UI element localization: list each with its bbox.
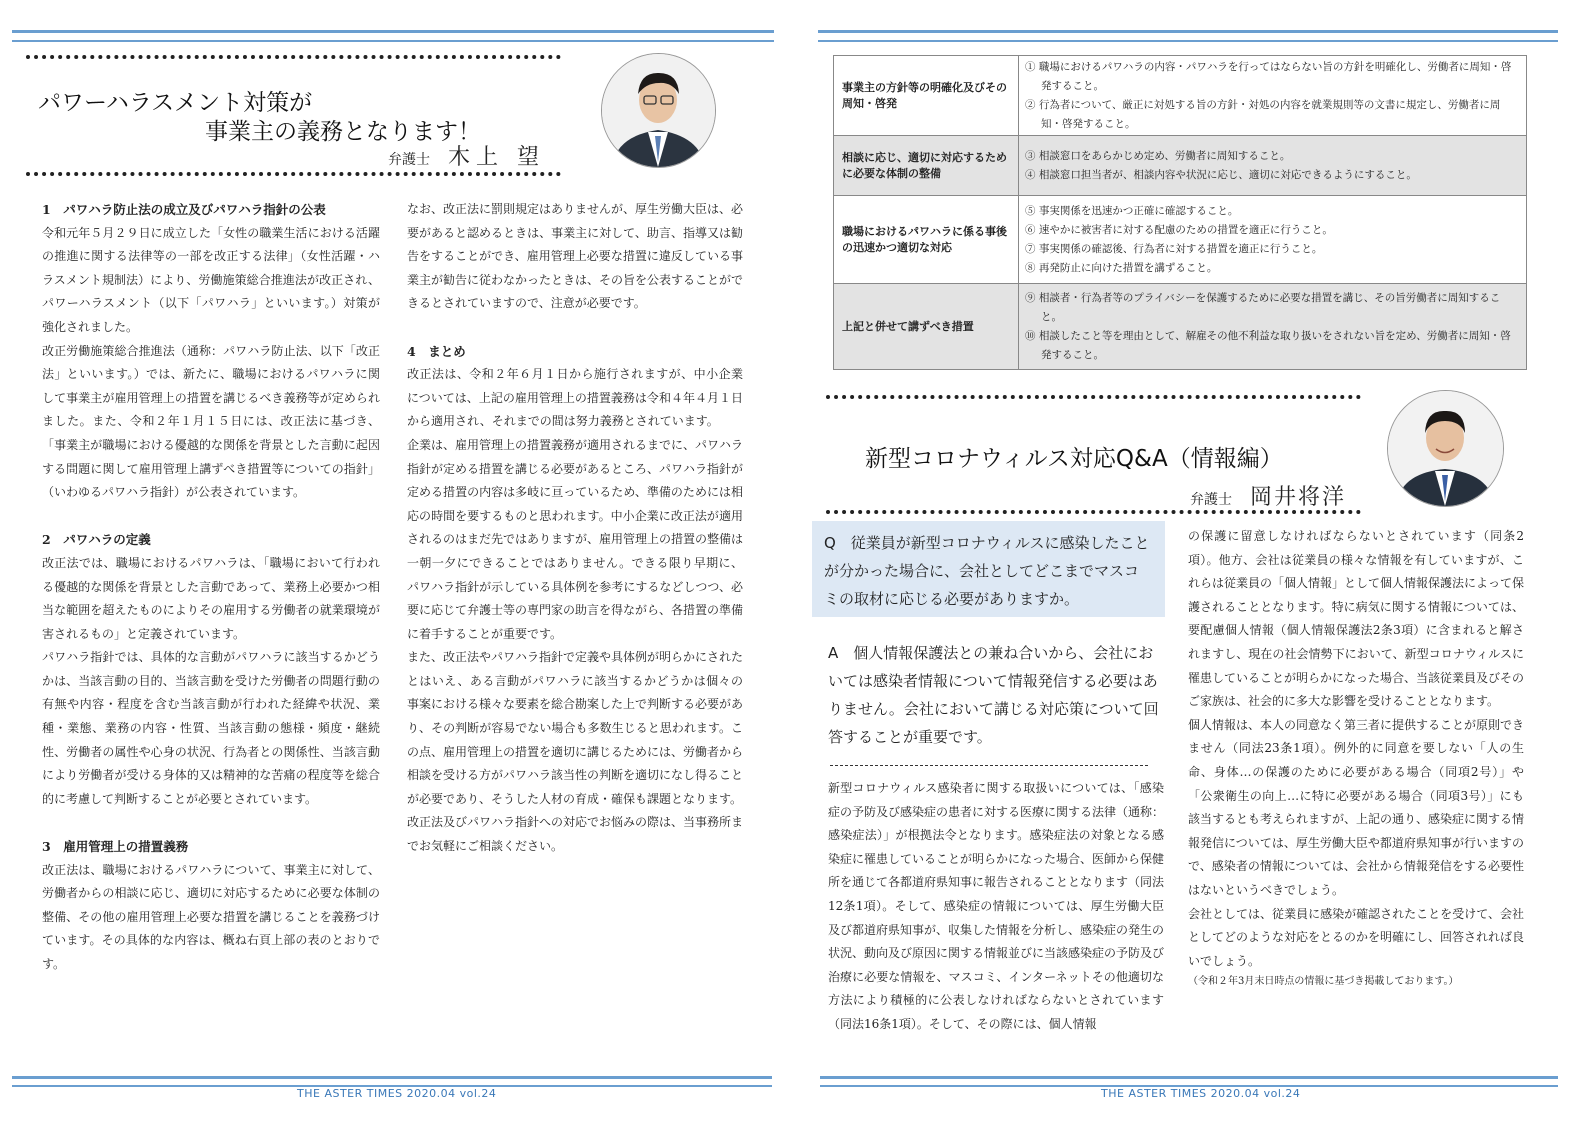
dotted-rule-top [26, 55, 561, 59]
person-portrait-icon [1388, 391, 1503, 506]
body-paragraph: また、改正法やパワハラ指針で定義や具体例が明らかにされたとはいえ、ある言動がパワハラに該当するかどうかは個々の事案における様々な要素を総合勘案した上で判断する必要があり、その判断が容易でない場合も多数生じると思われます。この点、雇用管理上の措置を適切に講じるためには、労働者から相談を受ける方がパワハラ該当性の判断を適切になし得ることが必要であり、そうした人材の育成・確保も課題となります。 [407, 650, 744, 806]
dotted-rule-bottom [826, 510, 1361, 514]
article2-column-2 [1188, 525, 1524, 991]
author-photo [1387, 390, 1504, 507]
dotted-rule-top [826, 395, 1361, 399]
author-photo [601, 53, 716, 168]
paragraph-gap [42, 505, 380, 529]
table-item: ⑧ 再発防止に向けた措置を講ずること。 [1025, 261, 1218, 274]
dotted-rule-bottom [26, 172, 561, 176]
article-title-line2: 事業主の義務となります！ [205, 119, 481, 145]
article1-column-1 [42, 198, 380, 977]
section-heading: 4 まとめ [407, 343, 466, 359]
table-row-heading: 職場におけるパワハラに係る事後の迅速かつ適切な対応 [834, 196, 1019, 284]
body-paragraph: 改正労働施策総合推進法（通称：パワハラ防止法、以下「改正法」といいます。）では、新たに、職場におけるパワハラに関して事業主が雇用管理上の措置を講じるべき義務等が定められました。また、令和２年１月１５日には、改正法に基づき、「事業主が職場における優越的な関係を背景とした言動に起因する問題に関して雇用管理上講ずべき措置等についての指針」（いわゆるパワハラ指針）が公表されています。 [42, 343, 380, 500]
info-date-note: （令和２年3月末日時点の情報に基づき掲載しております。） [1188, 976, 1459, 988]
article2-column-1 [828, 777, 1164, 1037]
article-title: 新型コロナウィルス対応Q&A（情報編） [865, 446, 1283, 472]
body-paragraph: 新型コロナウィルス感染者に関する取扱いについては、「感染症の予防及び感染症の患者に対する医療に関する法律（通称：感染症法）」が根拠法令となります。感染症法の対象となる感染症に罹患していることが明らかになった場合、医師から保健所を通じて各都道府県知事に報告されることとなります（同法12条1項）。そして、感染症の情報については、厚生労働大臣及び都道府県知事が、収集した情報を分析し、感染症の発生の状況、動向及び原因に関する情報並びに当該感染症の予防及び治療に必要な情報を、マスコミ、インターネットその他適切な方法により積極的に公表しなければならないとされています（同法16条1項）。そして、その際には、個人情報 [828, 781, 1165, 1031]
table-item: ③ 相談窓口をあらかじめ定め、労働者に周知すること。 [1025, 149, 1291, 162]
footer-text: THE ASTER TIMES 2020.04 vol.24 [1101, 1087, 1301, 1100]
top-rule [818, 30, 1558, 42]
measures-table [833, 55, 1527, 370]
body-paragraph: なお、改正法に罰則規定はありませんが、厚生労働大臣は、必要があると認めるときは、事業主に対して、助言、指導又は勧告をすることができ、雇用管理上必要な措置に違反している事業主が勧告に従わなかったときは、その旨を公表することができるとされていますので、注意が必要です。 [407, 202, 744, 311]
table-item: ⑥ 速やかに被害者に対する配慮のための措置を適正に行うこと。 [1025, 223, 1333, 236]
table-item: ⑨ 相談者・行為者等のプライバシーを保護するために必要な措置を講じ、その旨労働者に周知すること。 [1025, 291, 1501, 323]
table-row [834, 284, 1527, 370]
body-paragraph: の保護に留意しなければならないとされています（同条2項）。他方、会社は従業員の様々な情報を有していますが、これらは従業員の「個人情報」として個人情報保護法によって保護されることとなります。特に病気に関する情報については、要配慮個人情報（個人情報保護法2条3項）に含まれると解されますし、現在の社会情勢下において、新型コロナウィルスに罹患していることが明らかになった場合、当該従業員及びそのご家族は、社会的に多大な影響を受けることとなります。 [1188, 529, 1525, 709]
top-rule [12, 30, 774, 42]
paragraph-gap [42, 811, 380, 835]
body-paragraph: パワハラ指針では、具体的な言動がパワハラに該当するかどうかは、当該言動の目的、当該言動を受けた労働者の問題行動の有無や内容・程度を含む当該言動が行われた経緯や状況、業種・業態、業務の内容・性質、当該言動の態様・頻度・継続性、労働者の属性や心身の状況、行為者との関係性、当該言動により労働者が受ける身体的又は精神的な苦痛の程度等を総合的に考慮して判断することが必要とされています。 [42, 650, 380, 806]
author-name: 木上 望 [448, 145, 545, 170]
table-row-heading: 上記と併せて講ずべき措置 [834, 284, 1019, 370]
article-title-line1: パワーハラスメント対策が [38, 90, 313, 116]
table-row-items [1019, 284, 1527, 370]
author-role: 弁護士 [388, 152, 430, 168]
answer-text: A 個人情報保護法との兼ね合いから、会社においては感染者情報について情報発信する必要はありません。会社において講じる対応策について回答することが重要です。 [828, 644, 1159, 746]
section-heading: 1 パワハラ防止法の成立及びパワハラ指針の公表 [42, 202, 326, 217]
table-row-items [1019, 136, 1527, 196]
table-row-items [1019, 196, 1527, 284]
section-heading: 3 雇用管理上の措置義務 [42, 839, 189, 855]
author-line [1190, 480, 1346, 511]
person-portrait-icon [602, 54, 715, 167]
table-row [834, 136, 1527, 196]
table-item: ④ 相談窓口担当者が、相談内容や状況に応じ、適切に対応できるようにすること。 [1025, 168, 1417, 181]
body-paragraph: 改正法では、職場におけるパワハラは、「職場において行われる優越的な関係を背景とした言動であって、業務上必要かつ相当な範囲を超えたものによりその雇用する労働者の就業環境が害されるもの」と定義されています。 [42, 555, 380, 641]
table-row [834, 56, 1527, 136]
body-paragraph: 改正法は、職場におけるパワハラについて、事業主に対して、労働者からの相談に応じ、適切に対応するために必要な体制の整備、その他の雇用管理上必要な措置を講じることを義務づけています。その具体的な内容は、概ね右頁上部の表のとおりです。 [42, 862, 380, 971]
question-box: Q 従業員が新型コロナウィルスに感染したことが分かった場合に、会社としてどこまでマスコミの取材に応じる必要がありますか。 [812, 521, 1165, 617]
table-row-heading: 事業主の方針等の明確化及びその周知・啓発 [834, 56, 1019, 136]
body-paragraph: 会社としては、従業員に感染が確認されたことを受けて、会社としてどのような対応をとるのかを明確にし、回答されれば良いでしょう。 [1188, 906, 1525, 968]
table-item: ② 行為者について、厳正に対処する旨の方針・対処の内容を就業規則等の文書に規定し、労働者に周知・啓発すること。 [1025, 98, 1501, 130]
body-paragraph: 個人情報は、本人の同意なく第三者に提供することが原則できません（同法23条1項）。例外的に同意を要しない「人の生命、身体…の保護のために必要がある場合（同項2号）」や「公衆衛生の向上…に特に必要がある場合（同項3号）」にも該当するとも考えられますが、上記の通り、感染症に関する情報発信については、厚生労働大臣や都道府県知事が行いますので、感染者の情報については、会社から情報発信をする必要性はないというべきでしょう。 [1188, 717, 1525, 897]
table-item: ⑩ 相談したこと等を理由として、解雇その他不利益な取り扱いをされない旨を定め、労働者に周知・啓発すること。 [1025, 329, 1511, 361]
author-line [388, 140, 545, 171]
body-paragraph: 改正法及びパワハラ指針への対応でお悩みの際は、当事務所までお気軽にご相談ください。 [407, 815, 744, 854]
left-page [0, 0, 790, 1123]
body-paragraph: 令和元年５月２９日に成立した「女性の職業生活における活躍の推進に関する法律等の一部を改正する法律」（女性活躍・ハラスメント規制法）により、労働施策総合推進法が改正され、パワーハラスメント（以下「パワハラ」といいます。）対策が強化されました。 [42, 225, 380, 334]
author-name: 岡井将洋 [1250, 485, 1347, 510]
article1-column-2 [407, 198, 743, 859]
right-page [800, 0, 1587, 1123]
section-heading: 2 パワハラの定義 [42, 532, 151, 548]
dashed-divider [830, 765, 1148, 766]
table-row-items [1019, 56, 1527, 136]
bottom-rule [12, 1076, 772, 1087]
paragraph-gap [407, 316, 743, 340]
author-role: 弁護士 [1190, 492, 1232, 508]
body-paragraph: 企業は、雇用管理上の措置義務が適用されるまでに、パワハラ指針が定める措置を講じる必要があるところ、パワハラ指針が定める措置の内容は多岐に亘っているため、準備のためには相応の時間を要するものと思われます。中小企業に改正法が適用されるのはまだ先ではありますが、雇用管理上の措置の整備は一朝一夕にできることではありません。できる限り早期に、パワハラ指針が示している具体例を参考にするなどしつつ、必要に応じて弁護士等の専門家の助言を得ながら、各措置の準備に着手することが重要です。 [407, 437, 744, 641]
table-item: ① 職場におけるパワハラの内容・パワハラを行ってはならない旨の方針を明確化し、労働者に周知・啓発すること。 [1025, 60, 1512, 92]
body-paragraph: 改正法は、令和２年６月１日から施行されますが、中小企業については、上記の雇用管理上の措置義務は令和４年４月１日から適用され、それまでの間は努力義務とされています。 [407, 367, 743, 429]
table-item: ⑤ 事実関係を迅速かつ正確に確認すること。 [1025, 204, 1239, 217]
table-item: ⑦ 事実関係の確認後、行為者に対する措置を適正に行うこと。 [1025, 242, 1323, 255]
bottom-rule [820, 1076, 1558, 1087]
table-row [834, 196, 1527, 284]
footer-text: THE ASTER TIMES 2020.04 vol.24 [297, 1087, 497, 1100]
table-row-heading: 相談に応じ、適切に対応するために必要な体制の整備 [834, 136, 1019, 196]
